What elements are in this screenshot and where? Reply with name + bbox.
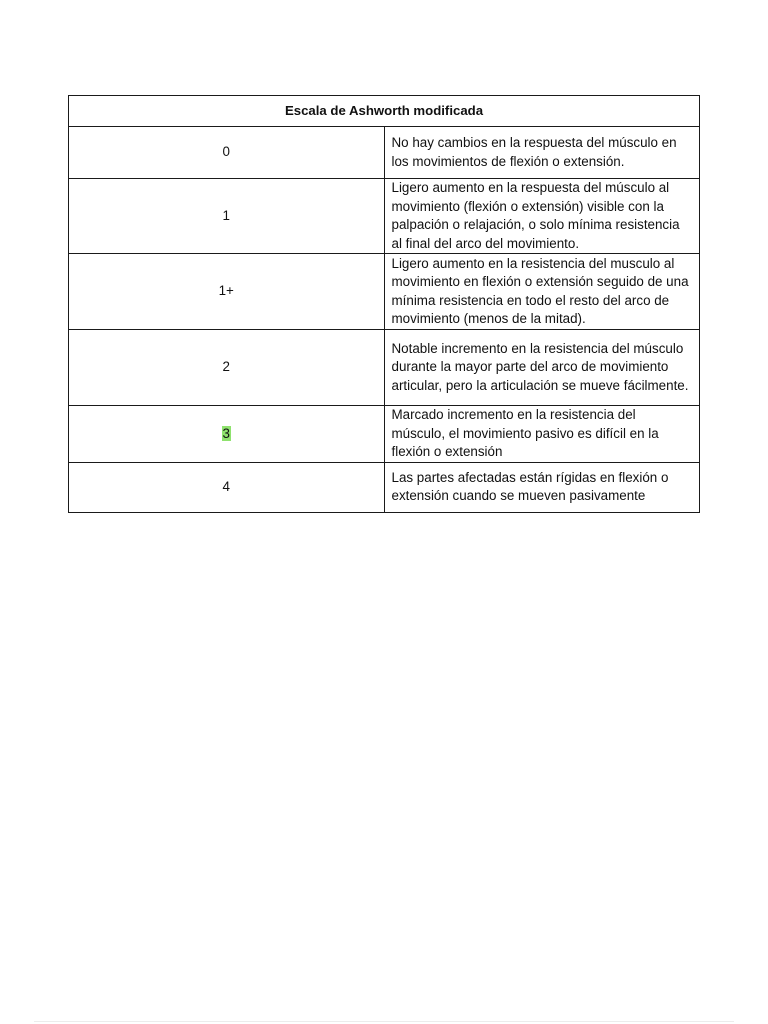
grade-cell: 4 <box>69 462 385 512</box>
description-cell: No hay cambios en la respuesta del músculo en los movimientos de flexión o extensión. <box>384 127 700 179</box>
table-row <box>69 179 700 254</box>
description-cell: Ligero aumento en la respuesta del músculo al movimiento (flexión o extensión) visible con la palpación o relajación, o solo mínima resistencia al final del arco del movimiento. <box>384 179 700 254</box>
description-cell: Marcado incremento en la resistencia del músculo, el movimiento pasivo es difícil en la flexión o extensión <box>384 406 700 463</box>
grade-cell: 1 <box>69 179 385 254</box>
grade-cell: 2 <box>69 330 385 406</box>
description-cell: Ligero aumento en la resistencia del musculo al movimiento en flexión o extensión seguido de una mínima resistencia en todo el resto del arco de movimiento (menos de la mitad). <box>384 254 700 330</box>
table-row <box>69 127 700 179</box>
grade-cell: 0 <box>69 127 385 179</box>
grade-cell: 1+ <box>69 254 385 330</box>
table-row <box>69 254 700 330</box>
highlighted-grade: 3 <box>222 425 230 441</box>
grade-cell <box>69 406 385 463</box>
table-row <box>69 330 700 406</box>
table-row <box>69 406 700 463</box>
table-header-row <box>69 96 700 127</box>
page-bottom-divider <box>34 1021 734 1022</box>
ashworth-scale-table <box>68 95 700 513</box>
description-cell: Las partes afectadas están rígidas en flexión o extensión cuando se mueven pasivamente <box>384 462 700 512</box>
table-row <box>69 462 700 512</box>
description-cell: Notable incremento en la resistencia del músculo durante la mayor parte del arco de movimiento articular, pero la articulación se mueve fácilmente. <box>384 330 700 406</box>
table-title: Escala de Ashworth modificada <box>69 96 700 127</box>
